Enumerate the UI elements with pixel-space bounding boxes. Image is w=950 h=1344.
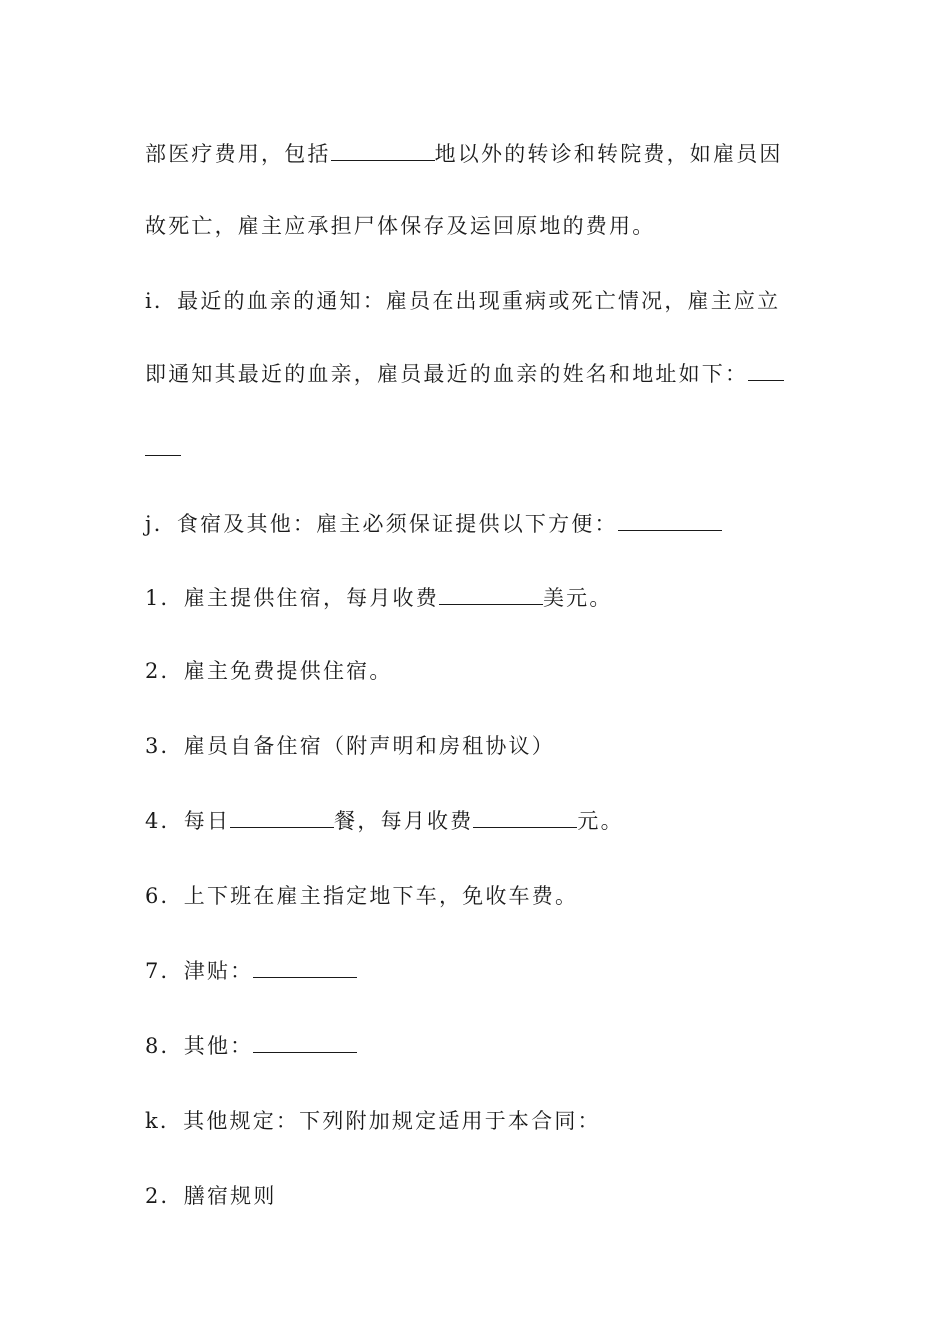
line-text: 部医疗费用，包括 [145, 142, 331, 166]
line-text: 故死亡，雇主应承担尸体保存及运回原地的费用。 [145, 214, 656, 238]
fill-in-blank [618, 510, 722, 531]
line-text: 地以外的转诊和转院费，如雇员因 [434, 142, 783, 166]
line-text: k．其他规定：下列附加规定适用于本合同： [145, 1109, 601, 1133]
text-line [145, 286, 810, 316]
fill-in-blank [253, 1032, 357, 1053]
text-line [145, 731, 810, 761]
text-line [145, 806, 810, 836]
fill-in-blank [748, 360, 784, 381]
line-text: j．食宿及其他：雇主必须保证提供以下方便： [145, 512, 618, 536]
text-line [145, 211, 810, 241]
line-text: 7．津贴： [145, 959, 254, 983]
line-text: 餐，每月收费 [334, 809, 474, 833]
line-text: 元。 [577, 809, 624, 833]
text-line [145, 509, 810, 539]
text-line [145, 656, 810, 686]
text-line [145, 881, 810, 911]
text-line [145, 139, 810, 169]
line-text: 美元。 [542, 586, 613, 610]
line-text: 2．雇主免费提供住宿。 [145, 659, 393, 683]
text-line [145, 434, 810, 464]
line-text: 2．膳宿规则 [145, 1184, 277, 1208]
line-text: 6．上下班在雇主指定地下车，免收车费。 [145, 884, 579, 908]
fill-in-blank [473, 807, 577, 828]
line-text: 即通知其最近的血亲，雇员最近的血亲的姓名和地址如下： [145, 362, 749, 386]
text-line [145, 1181, 810, 1211]
fill-in-blank [331, 140, 435, 161]
fill-in-blank [253, 957, 357, 978]
line-text: 8．其他： [145, 1034, 254, 1058]
text-line [145, 359, 810, 389]
text-line [145, 956, 810, 986]
text-line [145, 1106, 810, 1136]
text-line [145, 1031, 810, 1061]
line-text: 3．雇员自备住宿（附声明和房租协议） [145, 734, 555, 758]
text-line [145, 583, 810, 613]
line-text: 1．雇主提供住宿，每月收费 [145, 586, 439, 610]
fill-in-blank [439, 584, 543, 605]
line-text: 4．每日 [145, 809, 231, 833]
fill-in-blank [230, 807, 334, 828]
fill-in-blank [145, 435, 181, 456]
line-text: i．最近的血亲的通知：雇员在出现重病或死亡情况，雇主应立 [145, 289, 781, 313]
